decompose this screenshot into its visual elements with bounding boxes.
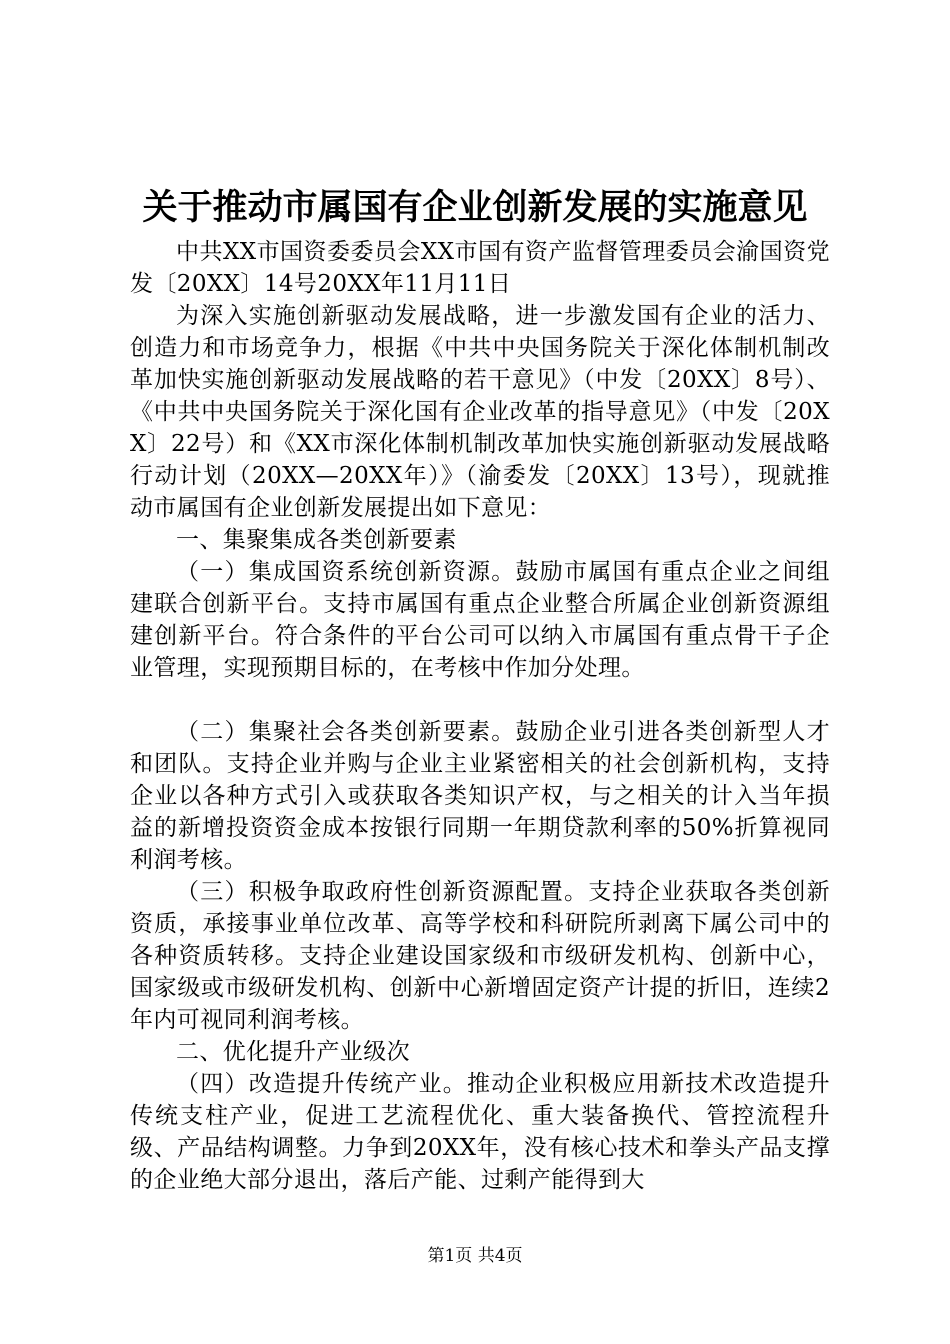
clause-paragraph-3: （三）积极争取政府性创新资源配置。支持企业获取各类创新资质，承接事业单位改革、高等学校和科研院所剥离下属公司中的各种资质转移。支持企业建设国家级和市级研发机构、创新中心，国家级或市级研发机构、创新中心新增固定资产计提的折旧，连续2年内可视同利润考核。	[130, 879, 830, 1033]
issuer-line: 中共XX市国资委委员会XX市国有资产监督管理委员会渝国资党发〔20XX〕14号20XX年11月11日	[130, 239, 830, 297]
section-heading-1: 一、集聚集成各类创新要素	[176, 527, 457, 553]
clause-paragraph-4: （四）改造提升传统产业。推动企业积极应用新技术改造提升传统支柱产业，促进工艺流程优化、重大装备换代、管控流程升级、产品结构调整。力争到20XX年，没有核心技术和拳头产品支撑的企业绝大部分退出，落后产能、过剩产能得到大	[130, 1071, 830, 1193]
clause-paragraph-2: （二）集聚社会各类创新要素。鼓励企业引进各类创新型人才和团队。支持企业并购与企业主业紧密相关的社会创新机构，支持企业以各种方式引入或获取各类知识产权，与之相关的计入当年损益的新增投资资金成本按银行同期一年期贷款利率的50%折算视同利润考核。	[130, 719, 830, 873]
page-number-footer: 第1页 共4页	[427, 1246, 523, 1266]
section-heading-2: 二、优化提升产业级次	[176, 1039, 410, 1065]
document-title: 关于推动市属国有企业创新发展的实施意见	[142, 187, 808, 228]
preamble-paragraph: 为深入实施创新驱动发展战略，进一步激发国有企业的活力、创造力和市场竞争力，根据《中共中央国务院关于深化体制机制改革加快实施创新驱动发展战略的若干意见》（中发〔20XX〕8号）、《中共中央国务院关于深化国有企业改革的指导意见》（中发〔20XX〕22号）和《XX市深化体制机制改革加快实施创新驱动发展战略行动计划（20XX—20XX年）》（渝委发〔20XX〕13号），现就推动市属国有企业创新发展提出如下意见：	[130, 303, 830, 521]
document-body	[130, 236, 830, 1196]
clause-paragraph-1: （一）集成国资系统创新资源。鼓励市属国有重点企业之间组建联合创新平台。支持市属国有重点企业整合所属企业创新资源组建创新平台。符合条件的平台公司可以纳入市属国有重点骨干子企业管理，实现预期目标的，在考核中作加分处理。	[130, 559, 830, 681]
